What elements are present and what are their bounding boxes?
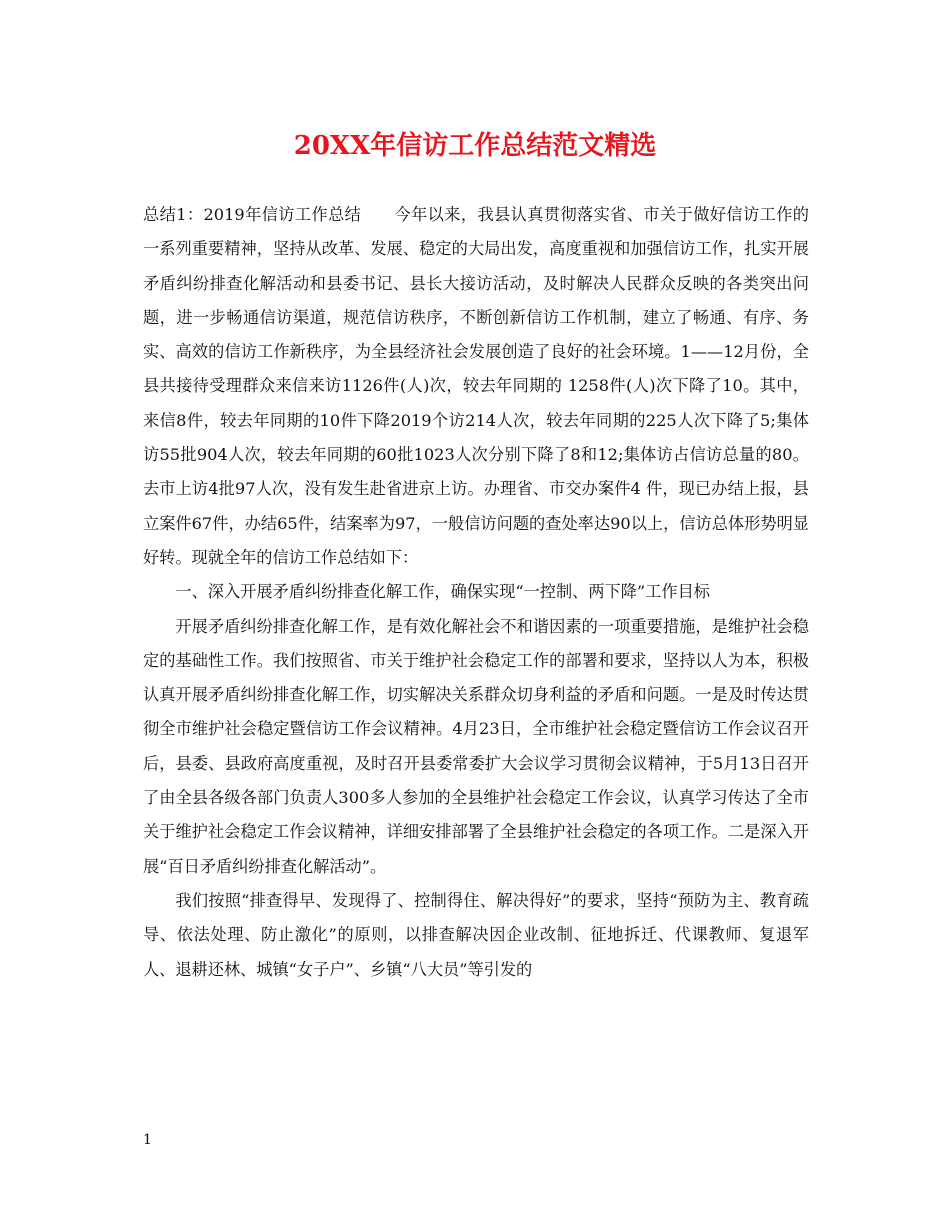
document-title: 20XX年信访工作总结范文精选 xyxy=(293,131,657,161)
paragraph-section-heading: 一、深入开展矛盾纠纷排查化解工作，确保实现“一控制、两下降”工作目标 xyxy=(175,582,710,602)
document-body xyxy=(143,198,809,987)
paragraph-summary-intro: 总结1：2019年信访工作总结 今年以来，我县认真贯彻落实省、市关于做好信访工作的一系列重要精神，坚持从改革、发展、稳定的大局出发，高度重视和加强信访工作，扎实开展矛盾纠纷排查化解活动和县委书记、县长大接访活动，及时解决人民群众反映的各类突出问题，进一步畅通信访渠道，规范信访秩序，不断创新信访工作机制，建立了畅通、有序、务实、高效的信访工作新秩序，为全县经济社会发展创造了良好的社会环境。1——12月份，全县共接待受理群众来信来访1126件(人)次，较去年同期的 1258件(人)次下降了10。其中，来信8件，较去年同期的10件下降2019个访214人次，较去年同期的225人次下降了5;集体访55批904人次，较去年同期的60批1023人次分别下降了8和12;集体访占信访总量的80。去市上访4批97人次，没有发生赴省进京上访。办理省、市交办案件4 件，现已办结上报，县立案件67件，办结65件，结案率为97，一般信访问题的查处率达90以上，信访总体形势明显好转。现就全年的信访工作总结如下： xyxy=(143,205,809,567)
paragraph-body: 我们按照“排查得早、发现得了、控制得住、解决得好”的要求，坚持“预防为主、教育疏导、依法处理、防止激化”的原则，以排查解决因企业改制、征地拆迁、代课教师、复退军人、退耕还林、城镇“女子户”、乡镇“八大员”等引发的 xyxy=(143,890,809,979)
paragraph-body: 开展矛盾纠纷排查化解工作，是有效化解社会不和谐因素的一项重要措施，是维护社会稳定的基础性工作。我们按照省、市关于维护社会稳定工作的部署和要求，坚持以人为本，积极认真开展矛盾纠纷排查化解工作，切实解决关系群众切身利益的矛盾和问题。一是及时传达贯彻全市维护社会稳定暨信访工作会议精神。4月23日，全市维护社会稳定暨信访工作会议召开后，县委、县政府高度重视，及时召开县委常委扩大会议学习贯彻会议精神，于5月13日召开了由全县各级各部门负责人300多人参加的全县维护社会稳定工作会议，认真学习传达了全市关于维护社会稳定工作会议精神，详细安排部署了全县维护社会稳定的各项工作。二是深入开展“百日矛盾纠纷排查化解活动”。 xyxy=(143,616,809,876)
page-number: 1 xyxy=(143,1132,152,1148)
